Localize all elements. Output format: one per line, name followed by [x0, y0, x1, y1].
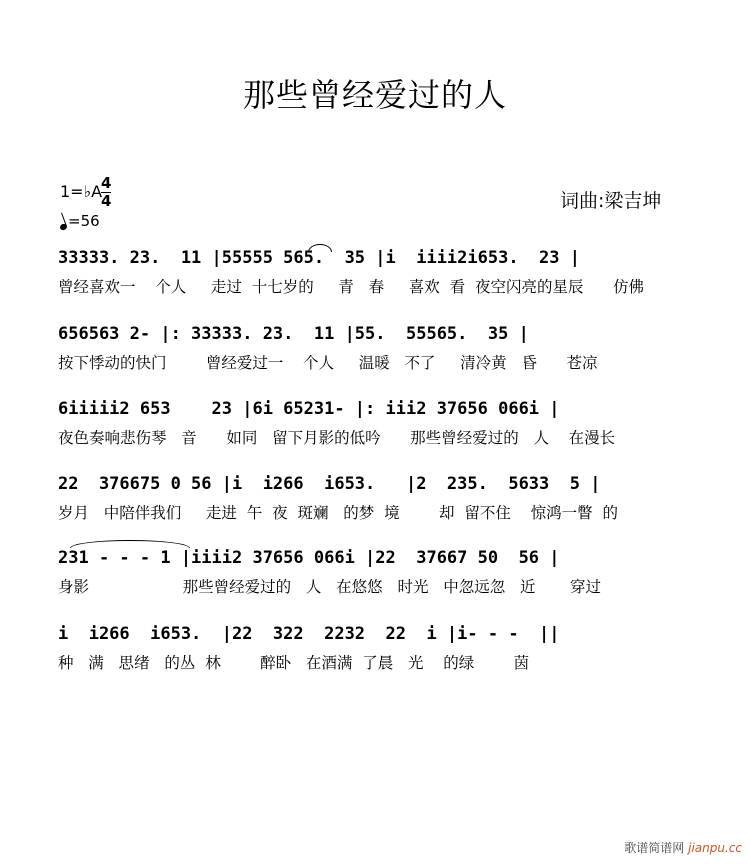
- score-line-5: [58, 546, 698, 598]
- tempo-value: =56: [68, 212, 100, 230]
- lyrics: 身影 那些曾经爱过的 人 在悠悠 时光 中忽远忽 近 穿过: [58, 578, 602, 596]
- score-line-2: [58, 322, 698, 374]
- score-line-4: [58, 472, 698, 524]
- lyrics: 夜色奏响悲伤琴 音 如同 留下月影的低吟 那些曾经爱过的 人 在漫长: [58, 429, 616, 447]
- score-line-3: [58, 397, 698, 449]
- lyrics: 按下悸动的快门 曾经爱过一 个人 温暖 不了 清冷黄 昏 苍凉: [58, 354, 598, 372]
- notation: 656563 2- |: 33333. 23. 11 |55. 55565. 35 |: [58, 324, 529, 344]
- tempo-marking: [60, 212, 100, 230]
- time-signature-top: 4: [101, 174, 112, 192]
- song-title: 那些曾经爱过的人: [242, 76, 507, 114]
- score-line-6: [58, 622, 698, 674]
- notation: i i266 i653. |22 322 2232 22 i |i- - - ||: [58, 624, 560, 644]
- lyrics: 岁月 中陪伴我们 走进 午 夜 斑斓 的梦 境 却 留不住 惊鸿一瞥 的: [58, 504, 618, 522]
- tie-mark: [70, 540, 190, 548]
- quarter-note-icon: [59, 223, 68, 231]
- notation: 22 376675 0 56 |i i266 i653. |2 235. 5633 5 |: [58, 474, 601, 494]
- time-signature: [101, 176, 111, 209]
- score-line-1: [58, 246, 698, 298]
- time-signature-bottom: 4: [101, 192, 112, 210]
- composer-credit: 词曲:梁吉坤: [560, 190, 662, 212]
- watermark-label: 歌谱简谱网: [624, 841, 685, 855]
- lyrics: 种 满 思绪 的丛 林 醉卧 在酒满 了晨 光 的绿 茵: [58, 654, 530, 672]
- key-signature: 1=♭A: [60, 182, 103, 201]
- lyrics: 曾经喜欢一 个人 走过 十七岁的 青 春 喜欢 看 夜空闪亮的星辰 仿佛: [58, 278, 645, 296]
- watermark: [624, 839, 742, 856]
- notation: 231 - - - 1 |iiii2 37656 066i |22 37667 50 56 |: [58, 548, 560, 568]
- notation: 33333. 23. 11 |55555 565. 35 |i iiii2i653. 23 |: [58, 248, 580, 268]
- notation: 6iiiii2 653 23 |6i 65231- |: iii2 37656 066i |: [58, 399, 560, 419]
- watermark-site: jianpu.cc: [688, 841, 742, 855]
